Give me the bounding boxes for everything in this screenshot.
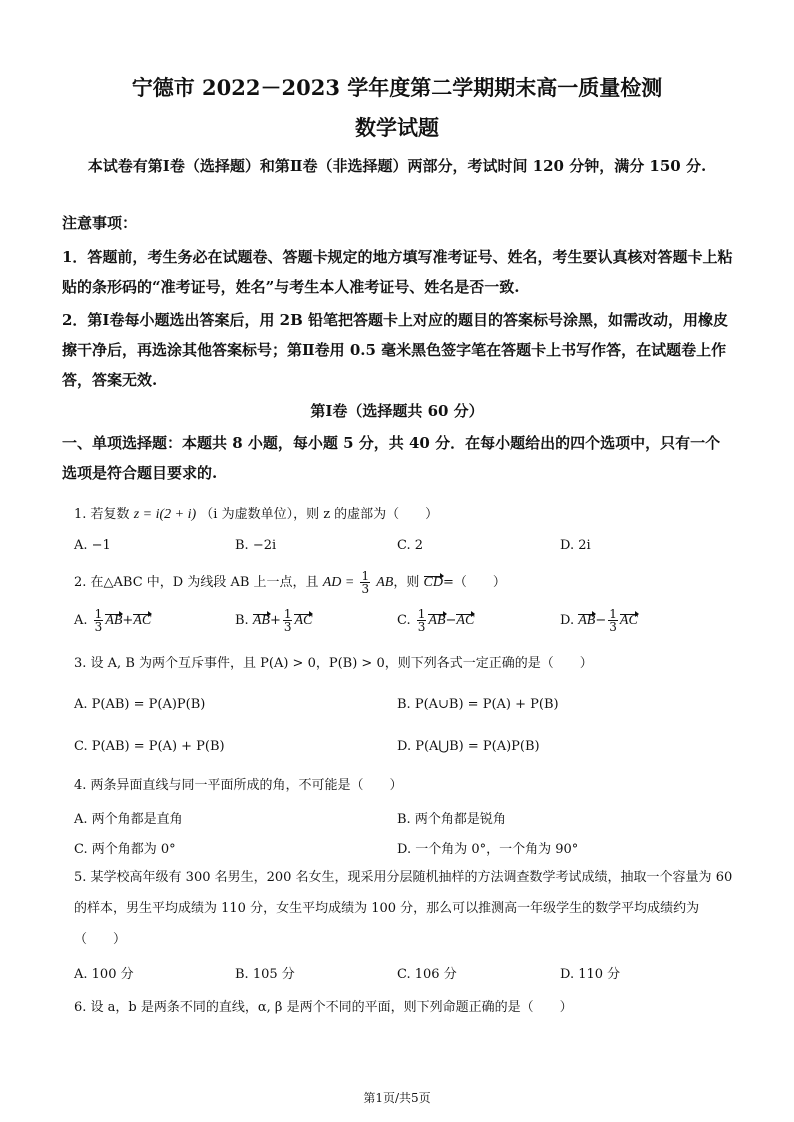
q3-option-d: D. P(A⋃B) = P(A)P(B) (397, 739, 540, 754)
q2-cond-left: AD = (322, 575, 355, 590)
q1-expression: z = i(2 + i) (133, 507, 197, 522)
question-2 (74, 570, 734, 595)
question-1 (74, 505, 734, 525)
note-item-2: 2．第Ⅰ卷每小题选出答案后，用 2B 铅笔把答题卡上对应的题目的答案标号涂黑，如需改动，用橡皮擦干净后，再选涂其他答案标号；第Ⅱ卷用 0.5 毫米黑色签字笔在答题卡上书写作答，在试题卷上作答，答案无效. (62, 311, 729, 389)
q5-option-d: D. 110 分 (560, 967, 621, 982)
q2-cond-right: AB (376, 575, 394, 590)
q3-option-c: C. P(AB) = P(A) + P(B) (74, 739, 225, 754)
q3-option-a: A. P(AB) = P(A)P(B) (74, 697, 206, 712)
exam-subtitle: 数学试题 (355, 115, 439, 140)
q1-option-c: C. 2 (397, 538, 424, 553)
section-title: 第Ⅰ卷（选择题共 60 分） (310, 402, 484, 420)
q1-stem: 1. 若复数 (74, 507, 130, 522)
q2-ask: ，则 (393, 575, 420, 590)
question-4: 4. 两条异面直线与同一平面所成的角，不可能是（ ） (74, 778, 403, 793)
q1-tail: （i 为虚数单位），则 z 的虚部为（ ） (200, 507, 439, 522)
q2-option-c: C. $\frac{1}{3}$ AB−AC (397, 607, 475, 634)
q4-option-d: D. 一个角为 0°，一个角为 90° (397, 842, 579, 857)
q5-option-b: B. 105 分 (235, 967, 295, 982)
exam-title: 宁德市 2022－2023 学年度第二学期期末高一质量检测 (131, 75, 663, 100)
q2-option-b: B. AB+ $\frac{1}{3}$ AC (235, 607, 313, 634)
q2-tail: =（ ） (442, 575, 506, 590)
q2-fraction: $\frac{1}{3}$ (361, 569, 370, 596)
q5-option-a: A. 100 分 (74, 967, 134, 982)
q2-stem: 2. 在△ABC 中，D 为线段 AB 上一点，且 (74, 575, 319, 590)
q2-option-d: D. AB− $\frac{1}{3}$ AC (560, 607, 638, 634)
q1-option-b: B. −2i (235, 538, 277, 553)
q1-option-d: D. 2i (560, 538, 591, 553)
exam-intro: 本试卷有第Ⅰ卷（选择题）和第Ⅱ卷（非选择题）两部分，考试时间 120 分钟，满分 150 分. (87, 157, 707, 175)
note-item-1: 1．答题前，考生务必在试题卷、答题卡规定的地方填写准考证号、姓名，考生要认真核对答题卡上粘贴的条形码的“准考证号，姓名”与考生本人准考证号、姓名是否一致. (62, 248, 733, 296)
notes-heading: 注意事项： (62, 214, 138, 232)
page-footer: 第1页/共5页 (363, 1091, 431, 1105)
q4-option-a: A. 两个角都是直角 (74, 812, 183, 827)
q4-option-c: C. 两个角都为 0° (74, 842, 176, 857)
question-6: 6. 设 a，b 是两条不同的直线，α, β 是两个不同的平面，则下列命题正确的是（ ） (74, 1000, 573, 1015)
question-3: 3. 设 A, B 为两个互斥事件，且 P(A) > 0，P(B) > 0，则下列各式一定正确的是（ ） (74, 656, 593, 671)
question-5: 5. 某学校高年级有 300 名男生，200 名女生，现采用分层随机抽样的方法调查数学考试成绩，抽取一个容量为 60 的样本，男生平均成绩为 110 分，女生平均成绩为 100 分，那么可以推测高一年级学生的数学平均成绩约为（ ） (74, 870, 733, 947)
part-one-instructions: 一、单项选择题：本题共 8 小题，每小题 5 分，共 40 分．在每小题给出的四个选项中，只有一个选项是符合题目要求的. (62, 434, 721, 482)
q4-option-b: B. 两个角都是锐角 (397, 812, 506, 827)
q3-option-b: B. P(A∪B) = P(A) + P(B) (397, 697, 559, 712)
q2-option-a: A. $\frac{1}{3}$ AB+AC (74, 607, 152, 634)
q2-vector-cd: CD (423, 575, 443, 590)
q5-option-c: C. 106 分 (397, 967, 457, 982)
q1-option-a: A. −1 (74, 538, 111, 553)
